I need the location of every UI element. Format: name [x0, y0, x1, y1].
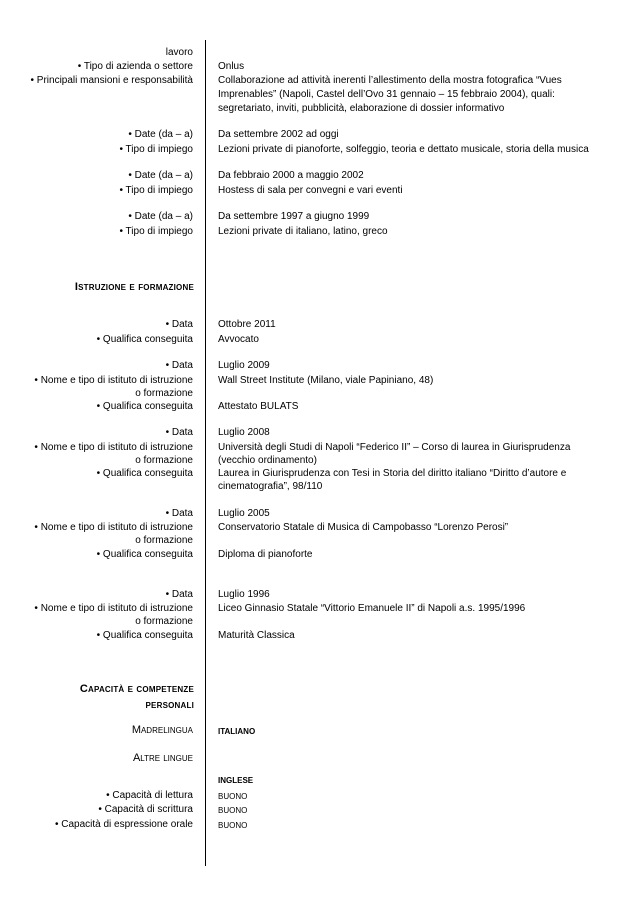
job-impiego-value: Hostess di sala per convegni e vari eventi [218, 185, 403, 196]
edu-data-value: Luglio 2008 [218, 427, 270, 438]
edu-istituto-value: Università degli Studi di Napoli “Federico II” – Corso di laurea in Giurisprudenza (vecchio ordinamento) [218, 442, 571, 466]
edu-qualifica-value: Maturità Classica [218, 630, 295, 641]
edu-qualifica-label: • Qualifica conseguita [96, 630, 193, 641]
job-impiego-label: • Tipo di impiego [119, 185, 193, 196]
edu-data-value: Ottobre 2011 [218, 319, 276, 330]
job-date-value: Da settembre 2002 ad oggi [218, 129, 339, 140]
edu-istituto-label: • Nome e tipo di istituto di istruzione o formazione [34, 442, 193, 466]
job-impiego-label: • Tipo di impiego [119, 226, 193, 237]
orale-value: BUONO [218, 821, 248, 830]
lettura-value: BUONO [218, 792, 248, 801]
edu-istituto-value: Wall Street Institute (Milano, viale Papiniano, 48) [218, 375, 434, 386]
lettura-label: • Capacità di lettura [106, 790, 193, 801]
scrittura-label: • Capacità di scrittura [98, 804, 193, 815]
section-heading-continued: personali [145, 699, 194, 711]
edu-qualifica-value: Avvocato [218, 334, 259, 345]
edu-qualifica-label: • Qualifica conseguita [96, 401, 193, 412]
section-heading: Istruzione e formazione [74, 281, 194, 293]
altre-lingue-label: Altre lingue [132, 752, 193, 764]
edu-data-label: • Data [165, 427, 193, 438]
lingua-name: INGLESE [218, 776, 254, 785]
job-impiego-value: Lezioni private di pianoforte, solfeggio, teoria e dettato musicale, storia della musica [218, 144, 589, 155]
tipo-azienda-label: • Tipo di azienda o settore [77, 61, 193, 72]
section-heading: Capacità e competenze [79, 683, 194, 695]
mansioni-label: • Principali mansioni e responsabilità [30, 75, 193, 86]
lavoro-label: lavoro [165, 47, 193, 58]
edu-data-value: Luglio 2005 [218, 508, 270, 519]
edu-data-label: • Data [165, 319, 193, 330]
madrelingua-label: Madrelingua [131, 724, 193, 736]
edu-qualifica-value: Laurea in Giurisprudenza con Tesi in Storia del diritto italiano “Diritto d’autore e cinematografia”, 98/110 [218, 468, 567, 492]
edu-qualifica-label: • Qualifica conseguita [96, 549, 193, 560]
job-date-label: • Date (da – a) [128, 129, 193, 140]
edu-istituto-label: • Nome e tipo di istituto di istruzione o formazione [34, 375, 193, 399]
mansioni-value: Collaborazione ad attività inerenti l’allestimento della mostra fotografica “Vues Imprenables” (Napoli, Castel dell’Ovo 31 gennaio – 15 febbraio 2004), quali: segretariato, inviti, pubblicità, elaborazione di dossier informativo [218, 75, 562, 114]
edu-data-label: • Data [165, 508, 193, 519]
job-date-value: Da settembre 1997 a giugno 1999 [218, 211, 370, 222]
edu-istituto-label: • Nome e tipo di istituto di istruzione o formazione [34, 603, 193, 627]
orale-label: • Capacità di espressione orale [54, 819, 193, 830]
column-divider [205, 40, 206, 866]
edu-istituto-value: Liceo Ginnasio Statale “Vittorio Emanuele II” di Napoli a.s. 1995/1996 [218, 603, 526, 614]
tipo-azienda-value: Onlus [218, 61, 245, 72]
edu-qualifica-label: • Qualifica conseguita [96, 334, 193, 345]
job-date-label: • Date (da – a) [128, 211, 193, 222]
scrittura-value: BUONO [218, 806, 248, 815]
job-date-label: • Date (da – a) [128, 170, 193, 181]
job-date-value: Da febbraio 2000 a maggio 2002 [218, 170, 364, 181]
job-impiego-label: • Tipo di impiego [119, 144, 193, 155]
edu-qualifica-label: • Qualifica conseguita [96, 468, 193, 479]
edu-istituto-value: Conservatorio Statale di Musica di Campobasso “Lorenzo Perosi” [218, 522, 509, 533]
edu-data-label: • Data [165, 589, 193, 600]
edu-qualifica-value: Attestato BULATS [218, 401, 299, 412]
edu-qualifica-value: Diploma di pianoforte [218, 549, 313, 560]
edu-istituto-label: • Nome e tipo di istituto di istruzione o formazione [34, 522, 193, 546]
edu-data-value: Luglio 2009 [218, 360, 270, 371]
madrelingua-value: ITALIANO [218, 727, 256, 736]
job-impiego-value: Lezioni private di italiano, latino, greco [218, 226, 388, 237]
edu-data-label: • Data [165, 360, 193, 371]
edu-data-value: Luglio 1996 [218, 589, 270, 600]
